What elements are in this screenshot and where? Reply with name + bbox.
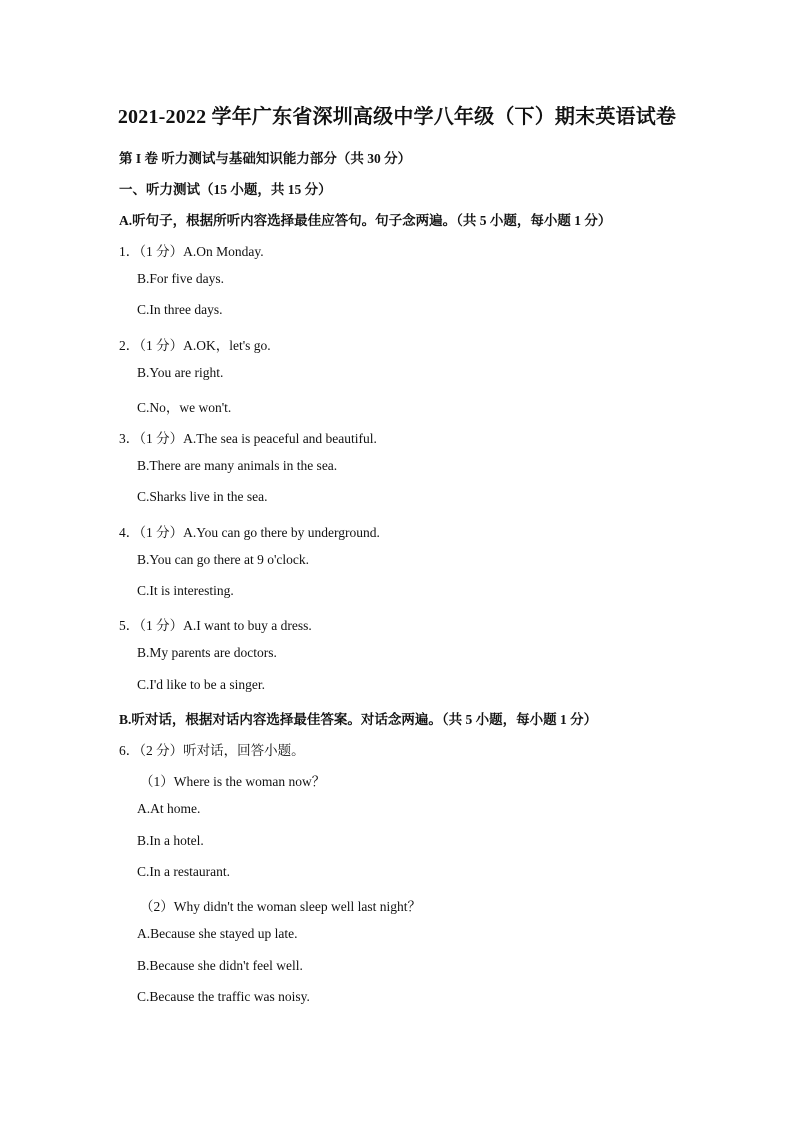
option-a: A.You can go there by underground. [183, 525, 380, 540]
question-score: （1 分） [139, 618, 184, 633]
question-6 [119, 739, 305, 759]
sub-question-2-option-b: B.Because she didn't feel well. [137, 958, 303, 973]
sub-question-text: Why didn't the woman sleep well last night？ [173, 899, 422, 914]
question-4-option-c: C.It is interesting. [137, 583, 234, 598]
sub-question-1 [140, 770, 325, 790]
question-score: （1 分） [139, 338, 184, 353]
question-4-option-b: B.You can go there at 9 o'clock. [137, 552, 310, 567]
question-score: （1 分） [139, 525, 184, 540]
question-score: （2 分） [139, 743, 184, 758]
option-a: A.OK，let's go. [183, 338, 271, 353]
question-1-option-b: B.For five days. [137, 271, 224, 286]
question-5 [119, 614, 312, 634]
question-1 [119, 240, 264, 260]
option-a: A.The sea is peaceful and beautiful. [183, 431, 377, 446]
question-4 [119, 521, 380, 541]
question-prompt: 听对话，回答小题。 [183, 743, 305, 758]
sub-question-2-option-c: C.Because the traffic was noisy. [137, 989, 310, 1004]
question-3-option-b: B.There are many animals in the sea. [137, 458, 338, 473]
volume-header: 第 I 卷 听力测试与基础知识能力部分（共 30 分） [119, 151, 412, 166]
part-one-header: 一、听力测试（15 小题，共 15 分） [119, 182, 332, 197]
question-number: 1． [119, 244, 140, 259]
sub-question-label: （2） [140, 899, 174, 914]
question-5-option-b: B.My parents are doctors. [137, 645, 277, 660]
option-a: A.I want to buy a dress. [183, 618, 312, 633]
sub-question-2-option-a: A.Because she stayed up late. [137, 926, 298, 941]
exam-title: 2021-2022 学年广东省深圳高级中学八年级（下）期末英语试卷 [117, 106, 677, 128]
question-number: 5． [119, 618, 140, 633]
question-2-option-b: B.You are right. [137, 365, 224, 380]
question-score: （1 分） [139, 431, 184, 446]
question-number: 4． [119, 525, 140, 540]
sub-question-1-option-a: A.At home. [137, 801, 201, 816]
question-number: 3． [119, 431, 140, 446]
option-a: A.On Monday. [183, 244, 264, 259]
section-a-header: A.听句子，根据所听内容选择最佳应答句。句子念两遍。（共 5 小题，每小题 1 分） [119, 213, 612, 228]
question-number: 6． [119, 743, 140, 758]
question-3 [119, 427, 377, 447]
question-1-option-c: C.In three days. [137, 302, 223, 317]
sub-question-1-option-c: C.In a restaurant. [137, 864, 230, 879]
question-number: 2． [119, 338, 140, 353]
question-2 [119, 334, 271, 354]
question-5-option-c: C.I'd like to be a singer. [137, 677, 266, 692]
section-b-header: B.听对话，根据对话内容选择最佳答案。对话念两遍。（共 5 小题，每小题 1 分） [119, 712, 598, 727]
sub-question-label: （1） [140, 774, 174, 789]
sub-question-2 [140, 895, 421, 915]
question-score: （1 分） [139, 244, 184, 259]
sub-question-text: Where is the woman now？ [173, 774, 326, 789]
question-2-option-c: C.No，we won't. [137, 400, 232, 415]
question-3-option-c: C.Sharks live in the sea. [137, 489, 268, 504]
sub-question-1-option-b: B.In a hotel. [137, 833, 204, 848]
